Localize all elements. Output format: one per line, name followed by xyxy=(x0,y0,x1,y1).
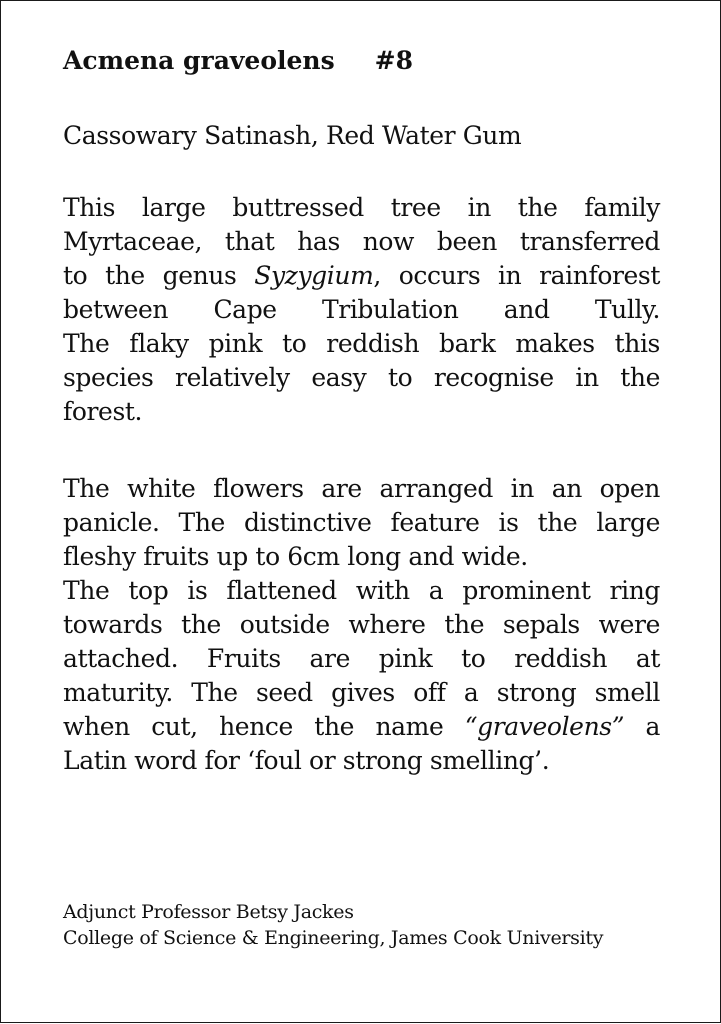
text-line: species relatively easy to recognise in the xyxy=(63,363,660,392)
card-title xyxy=(63,41,660,81)
card-number: #8 xyxy=(374,46,414,75)
species-epithet: “graveolens” xyxy=(464,712,625,741)
text-line: attached. Fruits are pink to reddish at xyxy=(63,644,660,673)
author-name: Adjunct Professor Betsy Jackes xyxy=(63,901,354,923)
text-line xyxy=(63,259,660,293)
text-segment: to the genus xyxy=(63,261,255,290)
description-paragraph-1 xyxy=(63,191,660,429)
text-segment: when cut, hence the name xyxy=(63,712,465,741)
text-line xyxy=(63,710,660,744)
text-line: The white flowers are arranged in an open xyxy=(63,474,660,503)
text-line: maturity. The seed gives off a strong smell xyxy=(63,678,660,707)
text-line: towards the outside where the sepals were xyxy=(63,610,660,639)
text-line: fleshy fruits up to 6cm long and wide. xyxy=(63,542,528,571)
author-affiliation: College of Science & Engineering, James Cook University xyxy=(63,927,604,949)
text-line: The flaky pink to reddish bark makes this xyxy=(63,329,660,358)
species-name: Acmena graveolens xyxy=(63,46,335,75)
text-line: forest. xyxy=(63,397,143,426)
text-segment: , occurs in rainforest xyxy=(373,261,660,290)
text-line: The top is flattened with a prominent ring xyxy=(63,576,660,605)
genus-name: Syzygium xyxy=(254,261,374,290)
text-segment: a xyxy=(624,712,660,741)
card-content xyxy=(63,41,660,778)
text-line: panicle. The distinctive feature is the large xyxy=(63,508,660,537)
text-line: between Cape Tribulation and Tully. xyxy=(63,295,660,324)
text-line: This large buttressed tree in the family xyxy=(63,193,660,222)
text-line: Latin word for ‘foul or strong smelling’. xyxy=(63,746,550,775)
text-line: Myrtaceae, that has now been transferred xyxy=(63,227,660,256)
author-credit xyxy=(63,899,673,951)
common-names: Cassowary Satinash, Red Water Gum xyxy=(63,121,522,150)
description-paragraph-2 xyxy=(63,472,660,778)
